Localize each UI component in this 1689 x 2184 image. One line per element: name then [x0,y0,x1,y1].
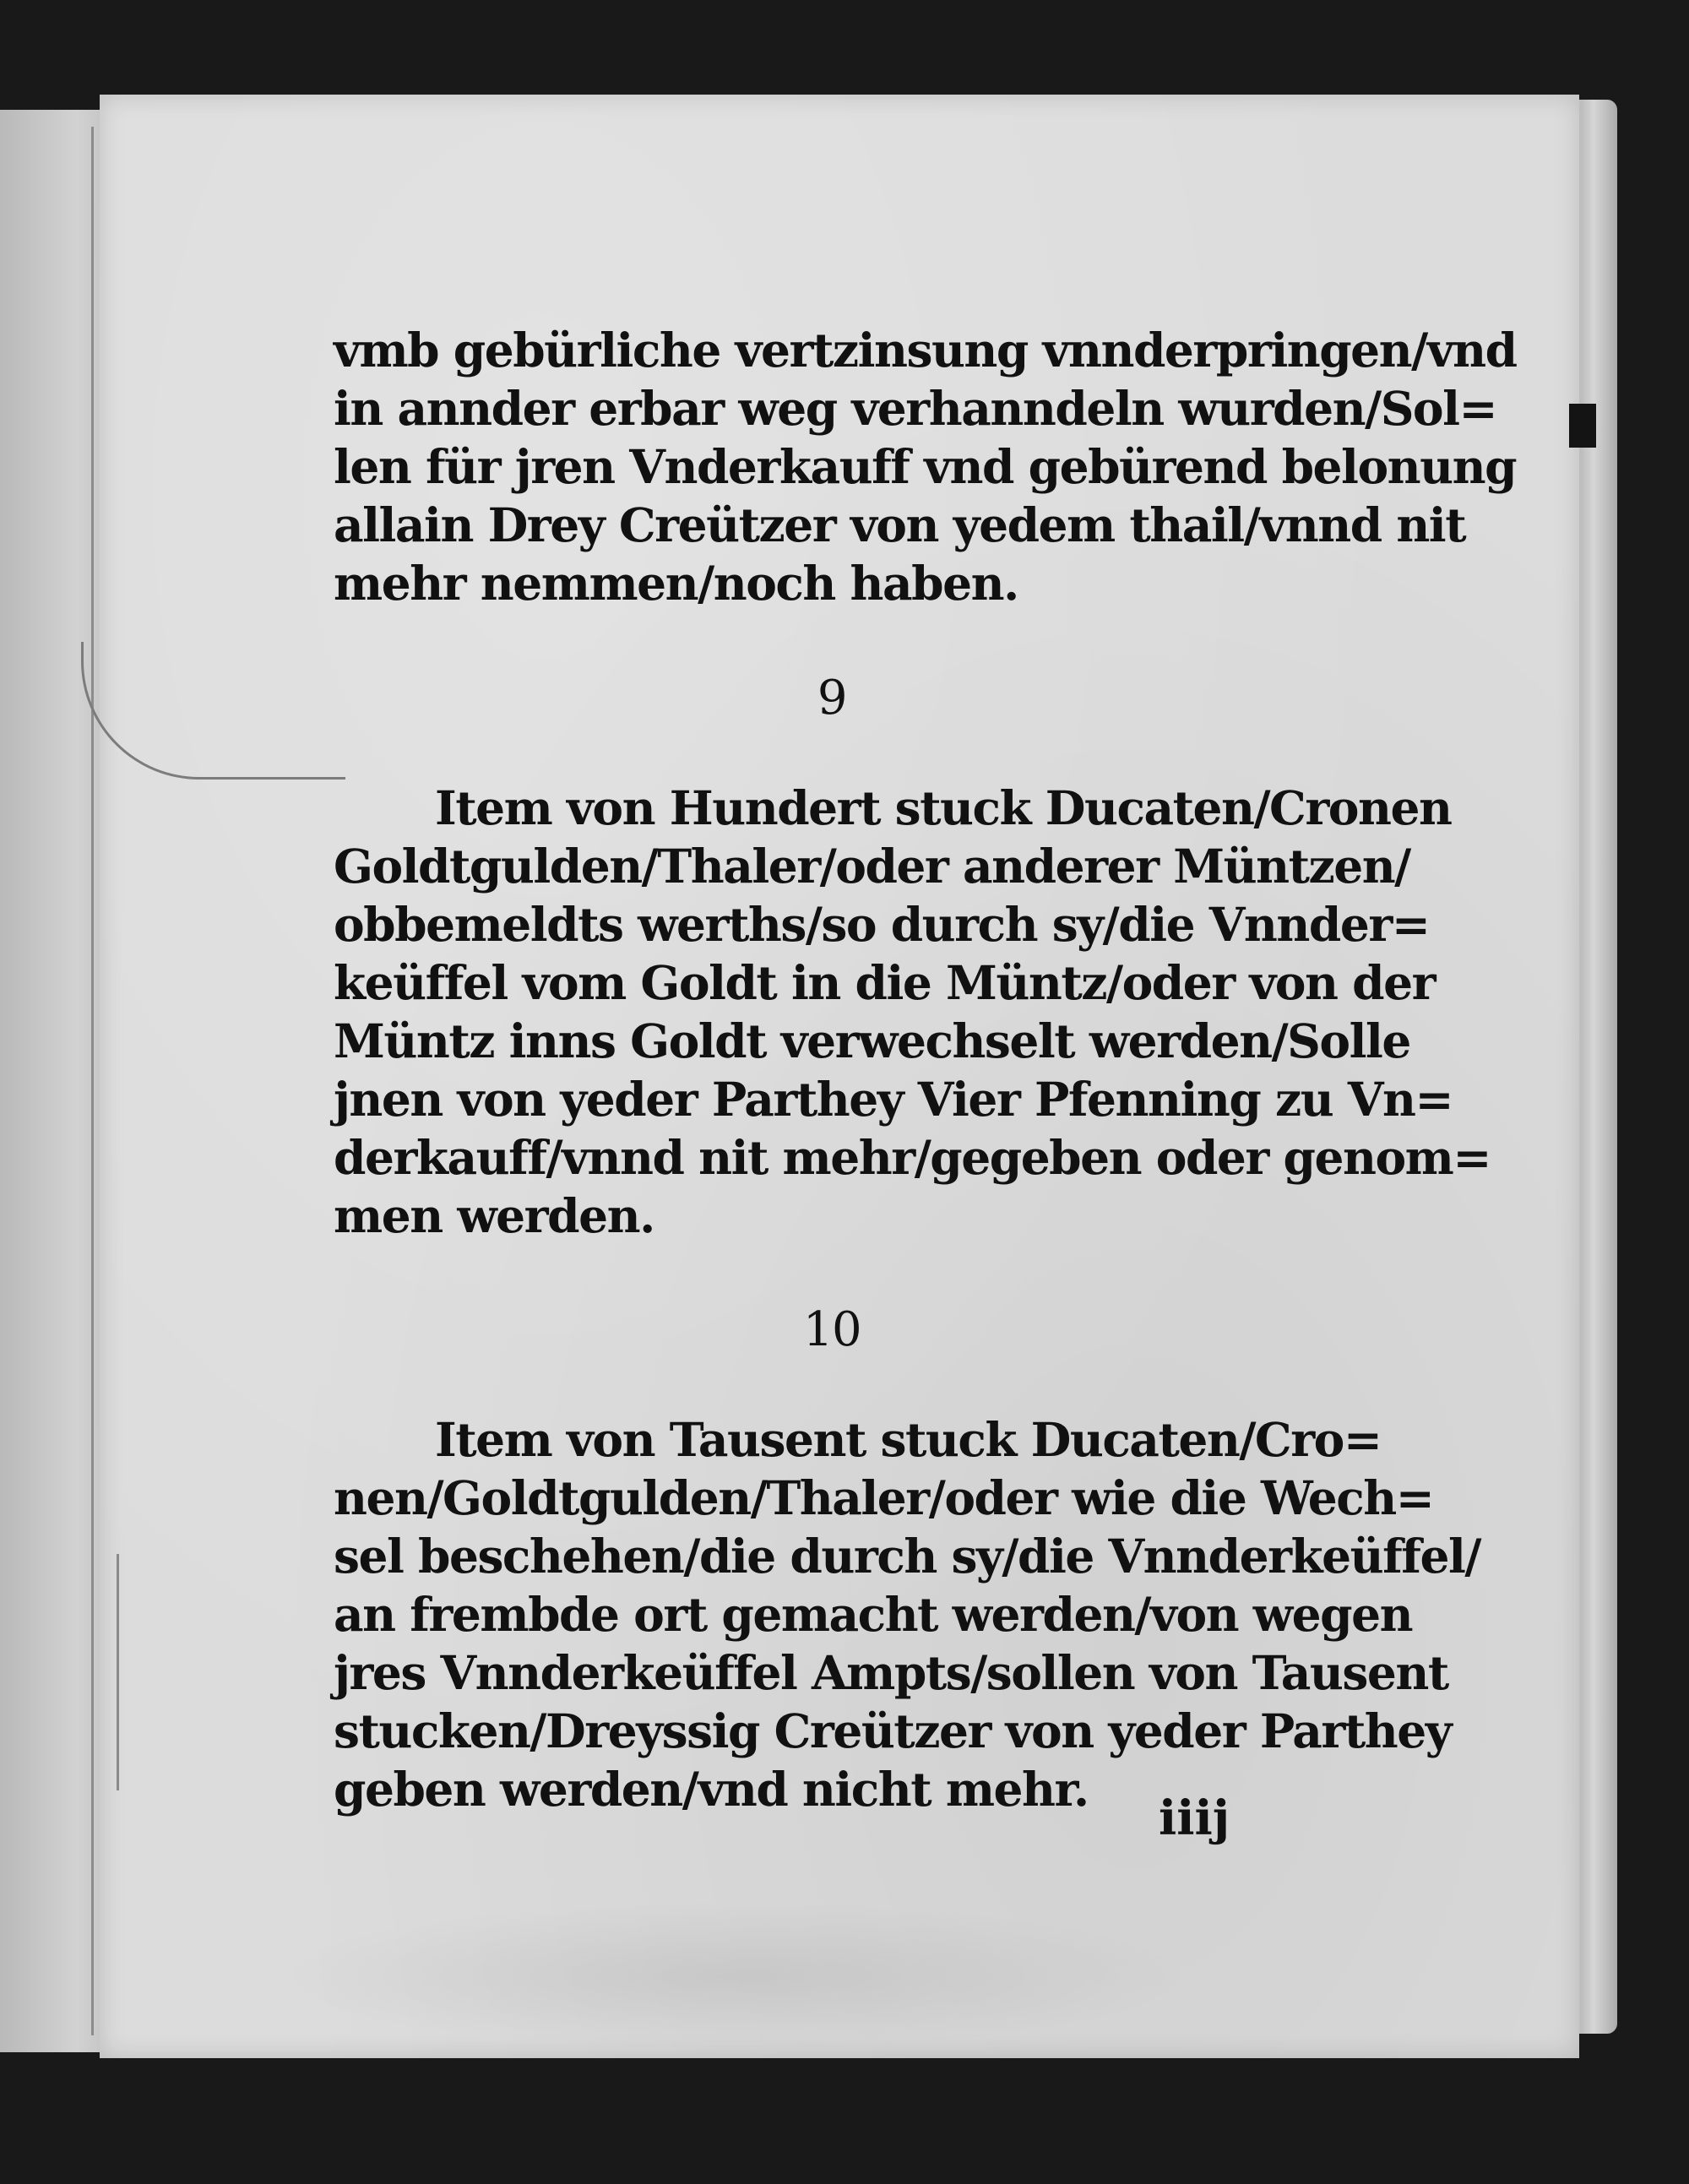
section-number-10: 10 [802,1302,861,1357]
text-line: keüffel vom Goldt in die Müntz/oder von der [334,955,1436,1010]
paper-stain [270,1900,1199,2052]
section-9-paragraph [334,779,1491,1245]
text-line: geben werden/vnd nicht mehr. [334,1762,1089,1817]
spine-fold [91,127,94,2035]
section-10-paragraph [334,1410,1480,1818]
text-line: stucken/Dreyssig Creützer von yeder Parthey [334,1703,1452,1758]
text-line: men werden. [334,1188,654,1243]
text-line: sel beschehen/die durch sy/die Vnnderkeüffel/ [334,1529,1480,1584]
paragraph-continuation [334,321,1517,612]
binding-thread-lower [117,1554,136,1790]
text-line: allain Drey Creützer von yedem thail/vnnd nit [334,497,1466,552]
text-line: derkauff/vnnd nit mehr/gegeben oder genom= [334,1130,1491,1185]
text-line: Müntz inns Goldt verwechselt werden/Solle [334,1013,1410,1068]
text-line: jnen von yeder Parthey Vier Pfenning zu Vn= [334,1072,1453,1127]
text-line: mehr nemmen/noch haben. [334,556,1018,611]
text-line: jres Vnnderkeüffel Ampts/sollen von Tausent [334,1645,1448,1700]
signature-mark: iiij [1159,1790,1230,1846]
text-line: vmb gebürliche vertzinsung vnnderpringen/vnd [334,323,1517,378]
text-line: Item von Hundert stuck Ducaten/Cronen [435,780,1452,835]
text-line: Goldtgulden/Thaler/oder anderer Müntzen/ [334,839,1410,894]
text-line: in annder erbar weg verhanndeln wurden/Sol= [334,381,1497,436]
text-line: obbemeldts werths/so durch sy/die Vnnder= [334,897,1430,952]
text-line: len für jren Vnderkauff vnd gebürend belonung [334,439,1517,494]
text-line: nen/Goldtgulden/Thaler/oder wie die Wech= [334,1470,1434,1525]
section-number-9: 9 [817,671,847,725]
left-page-edge [0,110,111,2052]
text-line: an frembde ort gemacht werden/von wegen [334,1587,1413,1642]
text-line: Item von Tausent stuck Ducaten/Cro= [435,1412,1382,1467]
edge-tab-marker [1569,404,1596,448]
